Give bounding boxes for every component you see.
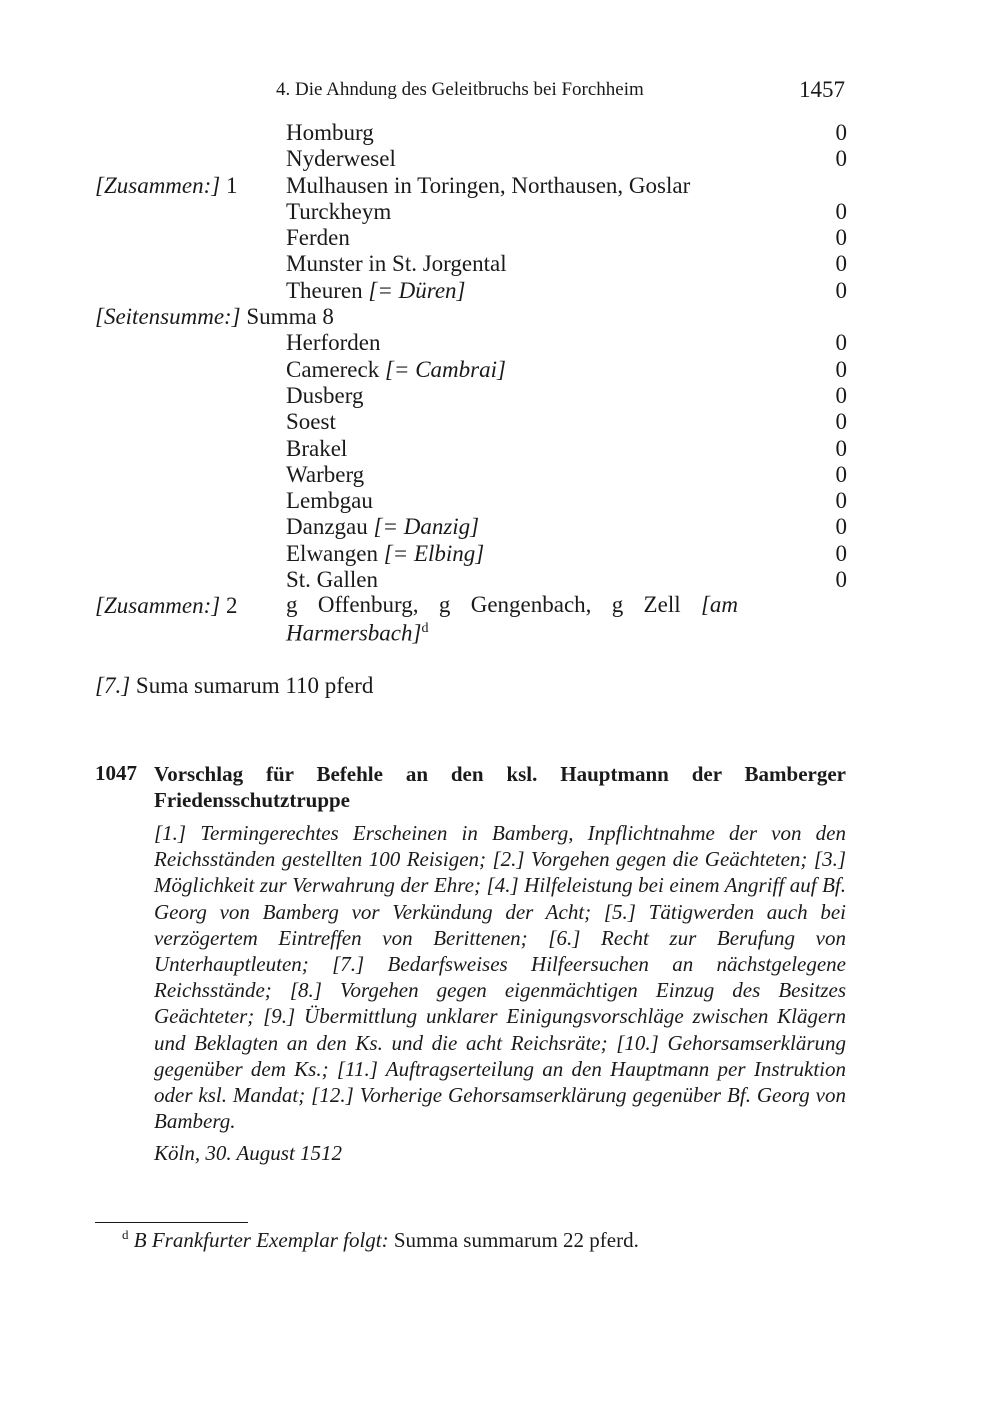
- row-left-label: [95, 173, 237, 199]
- row-place-name: St. Gallen: [286, 567, 378, 593]
- footnote-rule: [95, 1222, 248, 1223]
- row-value: 0: [835, 435, 847, 461]
- place-date: Köln, 30. August 1512: [154, 1141, 343, 1165]
- list-row: [95, 225, 847, 251]
- grand-total-text: Suma sumarum 110 pferd: [130, 673, 374, 698]
- row-place-note: [= Danzig]: [373, 514, 480, 540]
- row-place-note: [= Düren]: [368, 277, 466, 303]
- entry-summary: [1.] Termingerechtes Erscheinen in Bamberg, Inpflichtnahme der von den Reichsständen gestellten 100 Reisigen; [2.] Vorgehen gegen die Geächteten; [3.] Möglichkeit zur Verwahrung der Ehre; [4.] Hilfeleistung bei einem Angriff auf Bf. Georg von Bamberg vor Verkündung der Acht; [5.] Tätigwerden auch bei verzögertem Eintreffen von Berittenen; [6.] Recht zur Berufung von Unterhauptleuten; [7.] Bedarfsweises Hilfeersuchen an nächstgelegene Reichsstände; [8.] Vorgehen gegen eigenmächtigen Einzug des Besitzes Geächteter; [9.] Übermittlung unklarer Einigungsvorschläge zwischen Klägern und Beklagten an den Ks. und die acht Reichsräte; [10.] Gehorsamserklärung gegenüber dem Ks.; [11.] Auftragserteilung an den Hauptmann per Instruktion oder ksl. Mandat; [12.] Vorherige Gehorsamserklärung gegenüber Bf. Georg von Bamberg.: [154, 821, 846, 1134]
- row-place-name: Munster in St. Jorgental: [286, 251, 507, 277]
- row-bracket-label: [Zusammen:]: [95, 593, 221, 619]
- row-place-name: Camereck: [286, 356, 380, 382]
- row-place: [286, 199, 391, 225]
- row-place: [286, 488, 373, 514]
- list-row: [95, 436, 847, 462]
- row-place-name: Theuren: [286, 277, 363, 303]
- row-value: 0: [835, 567, 847, 593]
- row-value: 0: [835, 356, 847, 382]
- row-place-name: Nyderwesel: [286, 146, 396, 172]
- row-count: Summa 8: [240, 304, 334, 330]
- row-value: 0: [835, 382, 847, 408]
- row-place-name: g Offenburg, g Gengenbach, g Zell: [286, 592, 701, 618]
- row-place-note: [am Harmersbach]: [286, 592, 738, 646]
- row-bracket-label: [Seitensumme:]: [95, 304, 241, 330]
- row-place-note: [= Cambrai]: [384, 356, 506, 382]
- row-place: [286, 173, 690, 199]
- footnote-source: B Frankfurter Exemplar folgt:: [133, 1228, 389, 1252]
- row-value: 0: [835, 120, 847, 145]
- entry-title: Vorschlag für Befehle an den ksl. Hauptmann der Bamberger Friedensschutztruppe: [154, 762, 846, 812]
- list-row: [95, 120, 847, 146]
- contribution-list: [95, 120, 847, 645]
- row-value: 0: [835, 330, 847, 356]
- row-value: 0: [835, 225, 847, 251]
- row-place: [286, 567, 378, 593]
- row-place-name: Warberg: [286, 461, 365, 487]
- list-row: [95, 330, 847, 356]
- list-row: [95, 567, 847, 593]
- row-place-name: Mulhausen in Toringen, Northausen, Goslar: [286, 172, 691, 198]
- running-header-title: 4. Die Ahndung des Geleitbruchs bei Forchheim: [276, 79, 644, 100]
- list-row: [95, 488, 847, 514]
- footnote-mark: d: [122, 1227, 129, 1242]
- row-place: [286, 436, 347, 462]
- row-place: [286, 357, 506, 383]
- row-place: [286, 330, 381, 356]
- row-place: [286, 225, 350, 251]
- row-value: 0: [835, 488, 847, 514]
- row-count: 1: [220, 172, 238, 198]
- row-place-name: Herforden: [286, 330, 381, 356]
- row-place: [286, 462, 364, 488]
- row-place-name: Soest: [286, 409, 336, 435]
- list-row: [95, 383, 847, 409]
- row-value: 0: [835, 514, 847, 540]
- row-value: 0: [835, 409, 847, 435]
- footnote: [122, 1227, 639, 1253]
- list-row: [95, 541, 847, 567]
- row-place: [286, 383, 364, 409]
- list-row: [95, 278, 847, 304]
- row-value: 0: [835, 146, 847, 172]
- list-row: [95, 199, 847, 225]
- row-place-name: Lembgau: [286, 488, 373, 514]
- list-row: [95, 146, 847, 172]
- row-place: [286, 278, 465, 304]
- list-row: [95, 409, 847, 435]
- list-row: [95, 251, 847, 277]
- row-value: 0: [835, 540, 847, 566]
- list-row: [95, 357, 847, 383]
- row-place-name: Homburg: [286, 120, 374, 145]
- list-row: [95, 462, 847, 488]
- row-place: [286, 541, 484, 567]
- grand-total-label: [7.]: [95, 673, 131, 698]
- row-place: [286, 251, 507, 277]
- row-place-name: Elwangen: [286, 540, 378, 566]
- row-value: 0: [835, 251, 847, 277]
- row-value: 0: [835, 198, 847, 224]
- list-row: [95, 514, 847, 540]
- row-value: 0: [835, 277, 847, 303]
- row-place-name: Brakel: [286, 435, 348, 461]
- row-place: [286, 120, 374, 146]
- entry-number: 1047: [95, 761, 137, 785]
- footnote-text: Summa summarum 22 pferd.: [388, 1228, 639, 1252]
- row-left-label: [95, 593, 237, 619]
- footnote-ref: d: [421, 621, 429, 637]
- row-place-name: Ferden: [286, 225, 350, 251]
- row-left-label: [95, 304, 334, 329]
- row-place: [286, 593, 738, 646]
- row-place: [286, 146, 396, 172]
- row-count: 2: [220, 593, 238, 619]
- row-place: [286, 409, 336, 435]
- row-value: 0: [835, 461, 847, 487]
- row-place: [286, 514, 479, 540]
- row-bracket-label: [Zusammen:]: [95, 172, 221, 198]
- list-row: [95, 304, 847, 330]
- grand-total: [95, 673, 373, 699]
- row-place-note: [= Elbing]: [383, 540, 485, 566]
- list-row: [95, 173, 847, 199]
- row-place-name: Dusberg: [286, 382, 364, 408]
- row-place-name: Turckheym: [286, 198, 392, 224]
- list-row-final: [95, 593, 847, 645]
- row-place-name: Danzgau: [286, 514, 368, 540]
- page-number: 1457: [799, 77, 845, 102]
